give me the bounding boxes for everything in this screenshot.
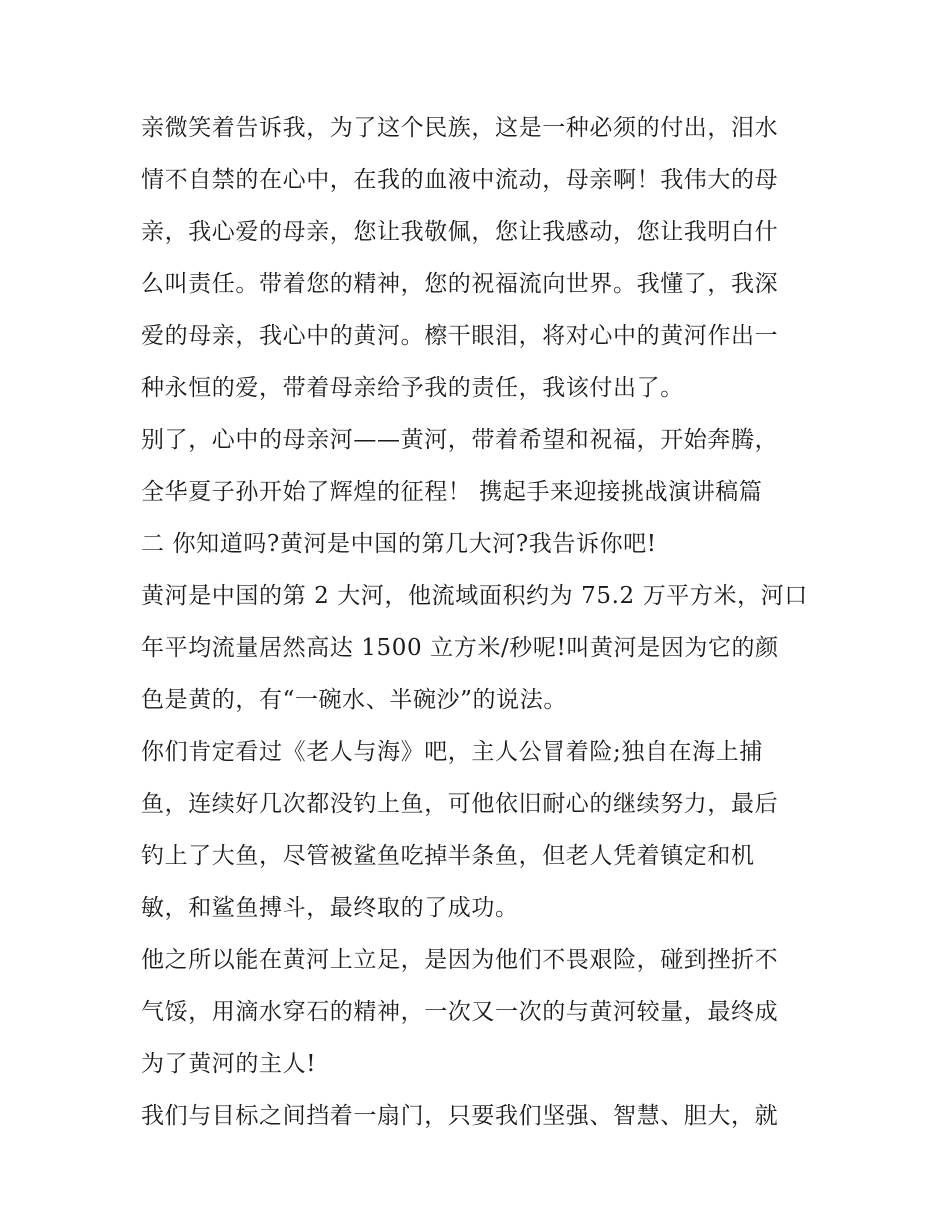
text-line: 情不自禁的在心中，在我的血液中流动，母亲啊！我伟大的母 [141,167,779,193]
text-line: 年平均流量居然高达 1500 立方米/秒呢!叫黄河是因为它的颜 [141,635,779,661]
text-line: 亲微笑着告诉我，为了这个民族，这是一种必须的付出，泪水 [141,115,779,141]
text-line: 他之所以能在黄河上立足，是因为他们不畏艰险，碰到挫折不 [141,947,779,973]
text-line: 爱的母亲，我心中的黄河。檫干眼泪，将对心中的黄河作出一 [141,323,779,349]
text-line: 我们与目标之间挡着一扇门，只要我们坚强、智慧、胆大，就 [141,1103,779,1129]
text-line: 你们肯定看过《老人与海》吧，主人公冒着险;独自在海上捕 [141,739,763,765]
text-line: 气馁，用滴水穿石的精神，一次又一次的与黄河较量，最终成 [141,999,779,1025]
text-line: 为了黄河的主人! [141,1051,317,1077]
text-line: 敏，和鲨鱼搏斗，最终取的了成功。 [141,895,519,921]
text-line: 别了，心中的母亲河——黄河，带着希望和祝福，开始奔腾， [141,427,779,453]
text-line: 色是黄的，有“一碗水、半碗沙”的说法。 [141,687,567,713]
body-text [141,102,821,1142]
text-line: 钓上了大鱼，尽管被鲨鱼吃掉半条鱼，但老人凭着镇定和机 [141,843,755,869]
text-line: 鱼，连续好几次都没钓上鱼，可他依旧耐心的继续努力，最后 [141,791,779,817]
text-line: 亲，我心爱的母亲，您让我敬佩，您让我感动，您让我明白什 [141,219,779,245]
text-line: 二 你知道吗?黄河是中国的第几大河?我告诉你吧! [141,531,657,557]
text-line: 全华夏子孙开始了辉煌的征程！ 携起手来迎接挑战演讲稿篇 [141,479,763,505]
text-line: 么叫责任。带着您的精神，您的祝福流向世界。我懂了，我深 [141,271,779,297]
text-line: 黄河是中国的第 2 大河，他流域面积约为 75.2 万平方米，河口 [141,583,808,609]
text-line: 种永恒的爱，带着母亲给予我的责任，我该付出了。 [141,375,684,401]
